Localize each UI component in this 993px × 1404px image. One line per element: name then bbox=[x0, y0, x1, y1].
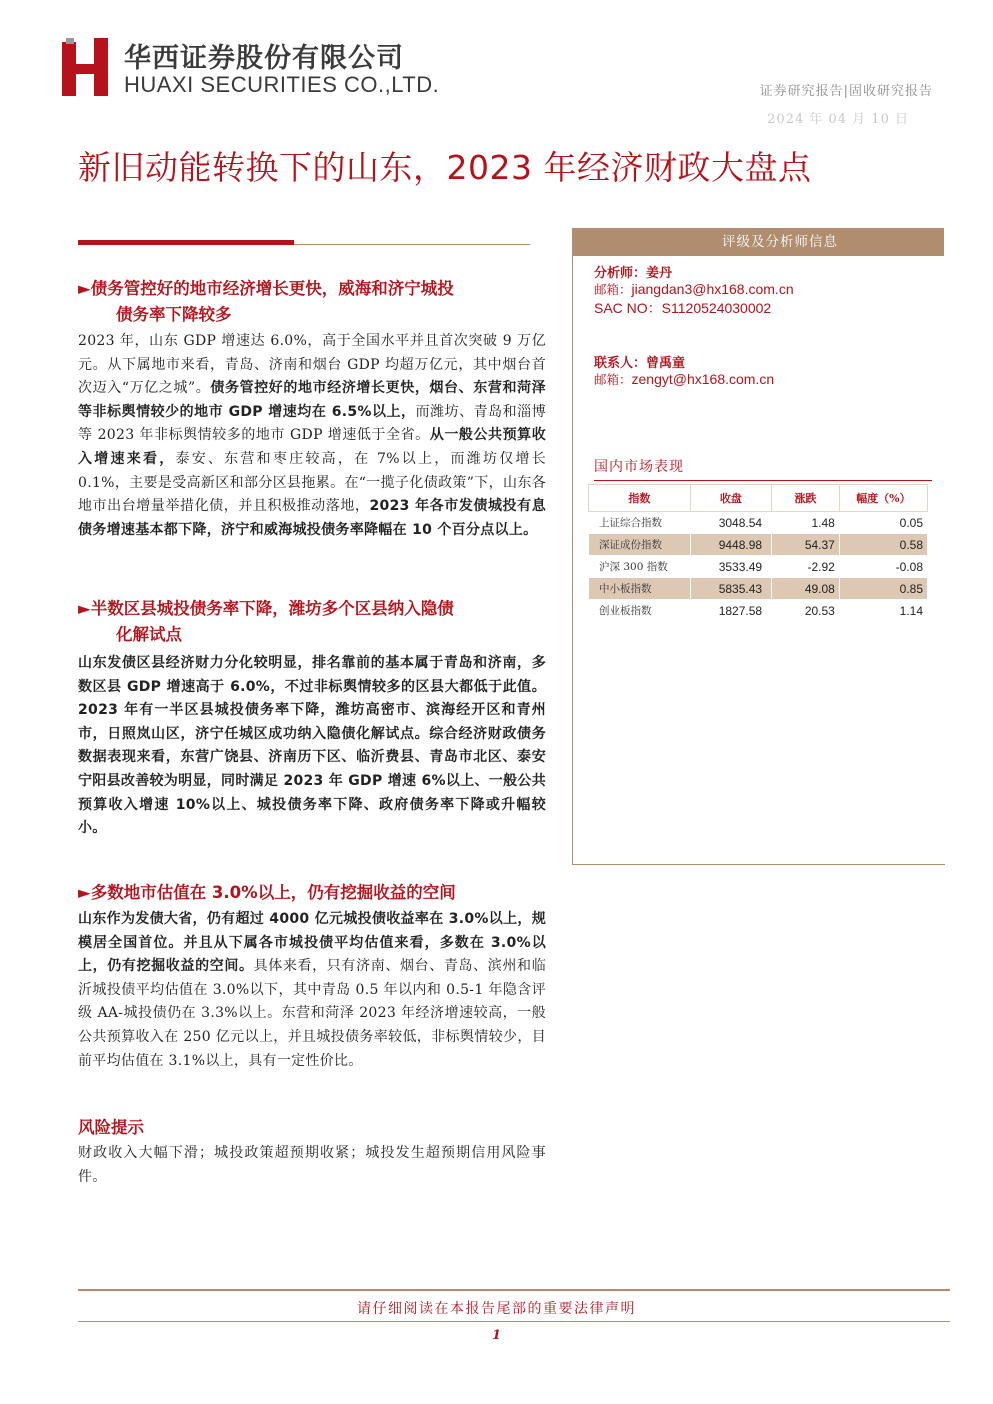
index-change: 1.48 bbox=[772, 512, 840, 534]
index-change: 49.08 bbox=[772, 578, 840, 600]
contact-name: 联系人：曾禹童 bbox=[594, 356, 686, 371]
col-header-change: 涨跌 bbox=[772, 485, 840, 512]
risk-title: 风险提示 bbox=[78, 1118, 144, 1137]
report-date: 2024 年 04 月 10 日 bbox=[767, 112, 909, 127]
index-name: 中小板指数 bbox=[589, 578, 691, 600]
section-2-heading: ►半数区县城投债务率下降，潍坊多个区县纳入隐债 化解试点 bbox=[78, 599, 454, 644]
index-pct: 0.05 bbox=[839, 512, 927, 534]
section-1-body: 2023 年，山东 GDP 增速达 6.0%，高于全国水平并且首次突破 9 万亿元。从下属地市来看，青岛、济南和烟台 GDP 均超万亿元，其中烟台首次迈入“万亿之城”。债务管控好的地市经济增长更快，烟台、东营和菏泽等非标舆情较少的地市 GDP 增速均在 6.5%以上，而潍坊、青岛和淄博等 2023 年非标舆情较多的地市 GDP 增速低于全省。从一般公共预算收入增速来看，泰安、东营和枣庄较高，在 7%以上，而潍坊仅增长 0.1%，主要是受高新区和部分区县拖累。在“一揽子化债政策”下，山东各地市出台增量举措化债，并且积极推动落地，2023 年各市发债城投有息债务增速基本都下降，济宁和威海城投债务率降幅在 10 个百分点以上。 bbox=[78, 333, 547, 538]
index-close: 3048.54 bbox=[690, 512, 771, 534]
table-row bbox=[589, 600, 928, 622]
index-name: 创业板指数 bbox=[589, 600, 691, 622]
table-row bbox=[589, 578, 928, 600]
table-row bbox=[589, 534, 928, 556]
index-close: 3533.49 bbox=[690, 556, 771, 578]
analyst-panel-header: 评级及分析师信息 bbox=[572, 228, 944, 256]
risk-section bbox=[78, 1114, 546, 1189]
index-change: -2.92 bbox=[772, 556, 840, 578]
analyst-sac: SAC NO：S1120524030002 bbox=[594, 300, 772, 316]
report-type: 证券研究报告|固收研究报告 bbox=[759, 84, 933, 99]
section-2 bbox=[78, 596, 546, 841]
section-1-heading: ►债务管控好的地市经济增长更快，威海和济宁城投 债务率下降较多 bbox=[78, 279, 454, 324]
page-title: 新旧动能转换下的山东，2023 年经济财政大盘点 bbox=[78, 148, 812, 187]
analyst-email[interactable]: 邮箱：jiangdan3@hx168.com.cn bbox=[594, 281, 794, 297]
section-3-heading: ►多数地市估值在 3.0%以上，仍有挖掘收益的空间 bbox=[78, 883, 456, 902]
index-pct: -0.08 bbox=[839, 556, 927, 578]
title-underline-red bbox=[78, 240, 294, 245]
legal-disclaimer: 请仔细阅读在本报告尾部的重要法律声明 bbox=[357, 1301, 636, 1317]
section-3 bbox=[78, 880, 546, 1073]
index-close: 5835.43 bbox=[690, 578, 771, 600]
index-name: 深证成份指数 bbox=[589, 534, 691, 556]
index-close: 9448.98 bbox=[690, 534, 771, 556]
col-header-close: 收盘 bbox=[690, 485, 771, 512]
risk-text: 财政收入大幅下滑；城投政策超预期收紧；城投发生超预期信用风险事件。 bbox=[78, 1145, 546, 1185]
index-close: 1827.58 bbox=[690, 600, 771, 622]
section-1 bbox=[78, 276, 546, 542]
footer-divider-top bbox=[78, 1289, 950, 1291]
contact-email[interactable]: 邮箱：zengyt@hx168.com.cn bbox=[594, 371, 775, 387]
company-logo-icon bbox=[62, 38, 108, 96]
index-pct: 0.85 bbox=[839, 578, 927, 600]
title-underline-grey bbox=[294, 244, 530, 245]
col-header-pct: 幅度（%） bbox=[839, 485, 927, 512]
company-name-cn: 华西证券股份有限公司 bbox=[124, 43, 404, 74]
index-name: 沪深 300 指数 bbox=[589, 556, 691, 578]
market-table bbox=[588, 484, 928, 622]
col-header-index: 指数 bbox=[589, 485, 691, 512]
company-name-en: HUAXI SECURITIES CO.,LTD. bbox=[124, 72, 440, 97]
analyst-name: 分析师：姜丹 bbox=[594, 266, 673, 281]
table-row bbox=[589, 512, 928, 534]
section-2-body: 山东发债区县经济财力分化较明显，排名靠前的基本属于青岛和济南，多数区县 GDP 增速高于 6.0%，不过非标舆情较多的区县大都低于此值。2023 年有一半区县城投债务率下降，潍坊高密市、滨海经开区和青州市，日照岚山区，济宁任城区成功纳入隐债化解试点。综合经济财政债务数据表现来看，东营广饶县、济南历下区、临沂费县、青岛市北区、泰安宁阳县改善较为明显，同时满足 2023 年 GDP 增速 6%以上、一般公共预算收入增速 10%以上、城投债务率下降、政府债务率下降或升幅较小。 bbox=[78, 655, 546, 837]
market-title: 国内市场表现 bbox=[594, 459, 684, 475]
index-name: 上证综合指数 bbox=[589, 512, 691, 534]
page-number: 1 bbox=[491, 1328, 502, 1343]
index-change: 20.53 bbox=[772, 600, 840, 622]
market-table-header bbox=[589, 485, 928, 512]
market-divider bbox=[594, 480, 932, 481]
index-pct: 1.14 bbox=[839, 600, 927, 622]
index-pct: 0.58 bbox=[839, 534, 927, 556]
index-change: 54.37 bbox=[772, 534, 840, 556]
section-3-body: 山东作为发债大省，仍有超过 4000 亿元城投债收益率在 3.0%以上，规模居全国首位。并且从下属各市城投债平均估值来看，多数在 3.0%以上，仍有挖掘收益的空间。具体来看，只有济南、烟台、青岛、滨州和临沂城投债平均估值在 3.0%以下，其中青岛 0.5 年以内和 0.5-1 年隐含评级 AA-城投债仍在 3.3%以上。东营和菏泽 2023 年经济增速较高，一般公共预算收入在 250 亿元以上，并且城投债务率较低，非标舆情较少，目前平均估值在 3.1%以上，具有一定性价比。 bbox=[78, 911, 546, 1069]
table-row bbox=[589, 556, 928, 578]
footer-divider-bottom bbox=[78, 1321, 950, 1322]
